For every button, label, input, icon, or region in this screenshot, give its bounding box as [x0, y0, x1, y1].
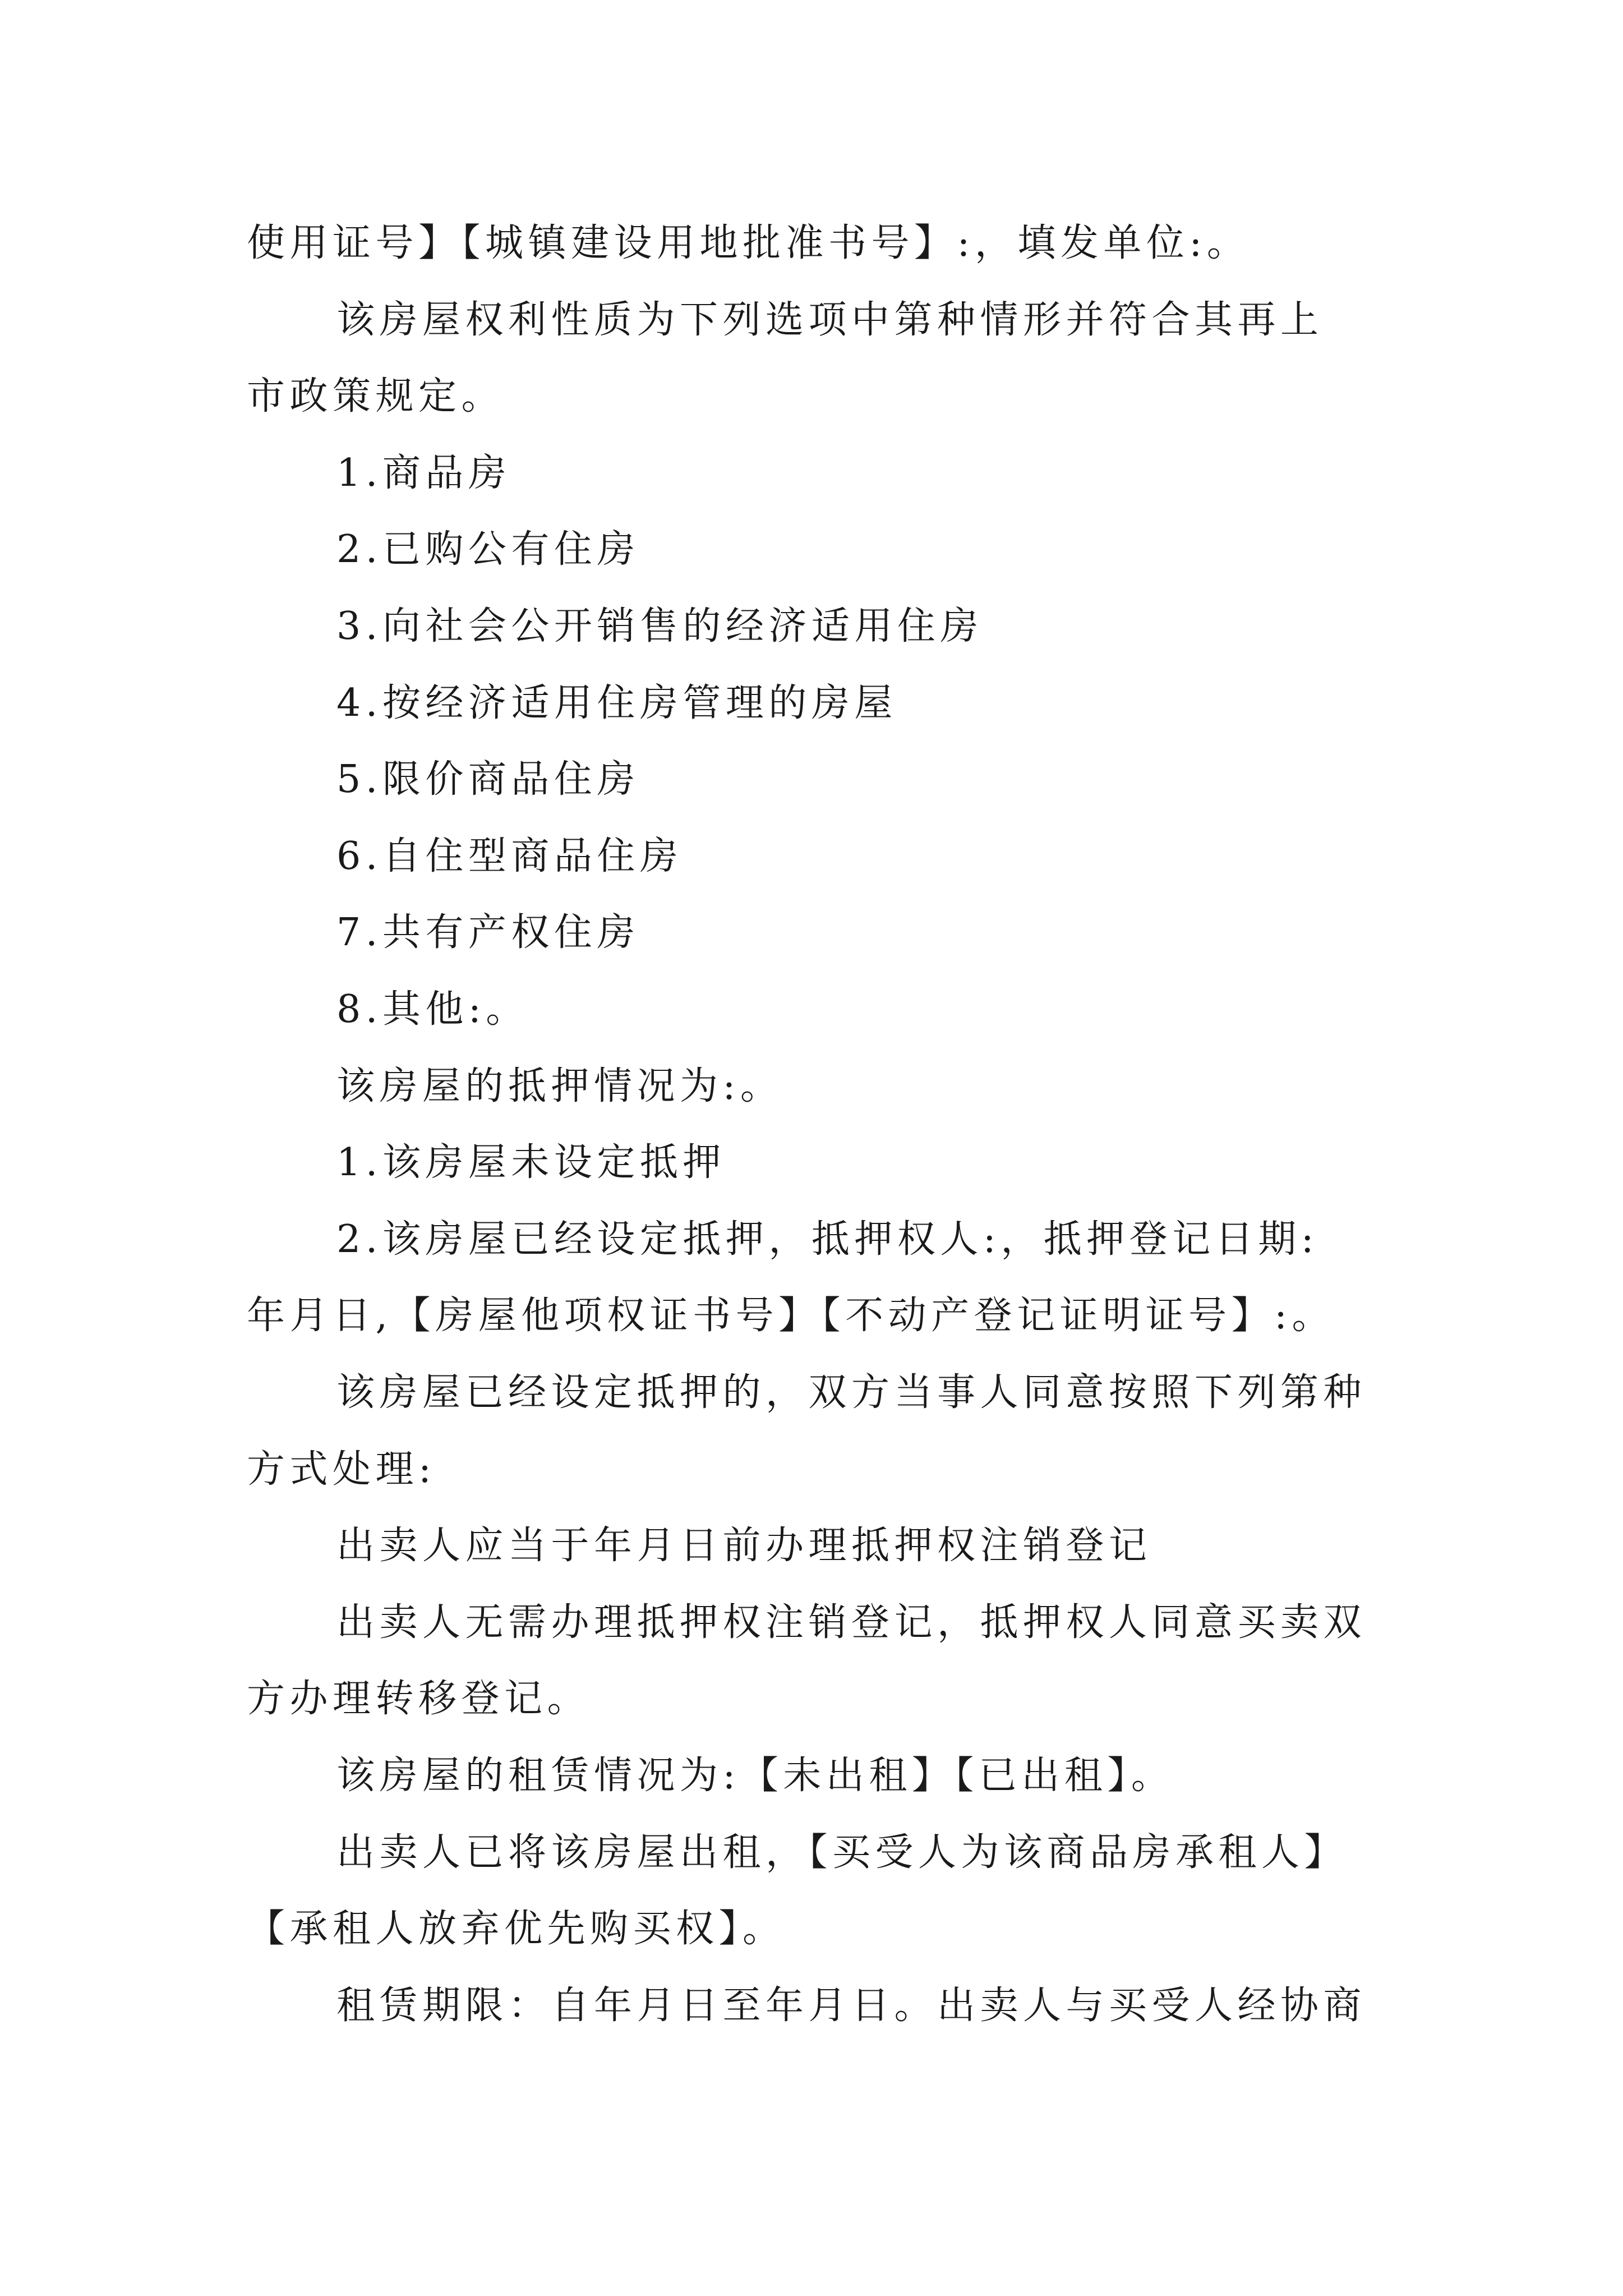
text-line: 出卖人无需办理抵押权注销登记，抵押权人同意买卖双: [336, 1600, 1367, 1645]
list-item: 8.其他:。: [336, 987, 529, 1032]
list-item: 2.该房屋已经设定抵押，抵押权人:，抵押登记日期:: [336, 1217, 1319, 1262]
text-line: 该房屋权利性质为下列选项中第种情形并符合其再上: [336, 298, 1324, 342]
text-line: 使用证号】【城镇建设用地批准书号】:，填发单位:。: [247, 221, 1250, 265]
text-line: 该房屋已经设定抵押的，双方当事人同意按照下列第种: [336, 1370, 1367, 1415]
text-line: 方式处理:: [247, 1447, 436, 1492]
text-line: 年月日,【房屋他项权证书号】【不动产登记证明证号】:。: [247, 1294, 1335, 1338]
text-line: 该房屋的抵押情况为:。: [336, 1064, 783, 1108]
list-item: 1.商品房: [336, 451, 511, 495]
list-item: 7.共有产权住房: [336, 910, 640, 955]
text-line: 该房屋的租赁情况为:【未出租】【已出租】。: [336, 1754, 1174, 1798]
list-item: 3.向社会公开销售的经济适用住房: [336, 604, 983, 648]
list-item: 1.该房屋未设定抵押: [336, 1140, 726, 1185]
list-item: 2.已购公有住房: [336, 527, 640, 572]
text-line: 出卖人已将该房屋出租，【买受人为该商品房承租人】: [336, 1830, 1348, 1875]
list-item: 5.限价商品住房: [336, 757, 640, 802]
list-item: 6.自住型商品住房: [336, 834, 683, 878]
text-line: 出卖人应当于年月日前办理抵押权注销登记: [336, 1524, 1152, 1568]
list-item: 4.按经济适用住房管理的房屋: [336, 681, 897, 725]
text-line: 【承租人放弃优先购买权】。: [247, 1907, 786, 1951]
text-line: 市政策规定。: [247, 374, 505, 418]
text-line: 租赁期限：自年月日至年月日。出卖人与买受人经协商: [336, 1984, 1367, 2028]
text-line: 方办理转移登记。: [247, 1677, 591, 1721]
